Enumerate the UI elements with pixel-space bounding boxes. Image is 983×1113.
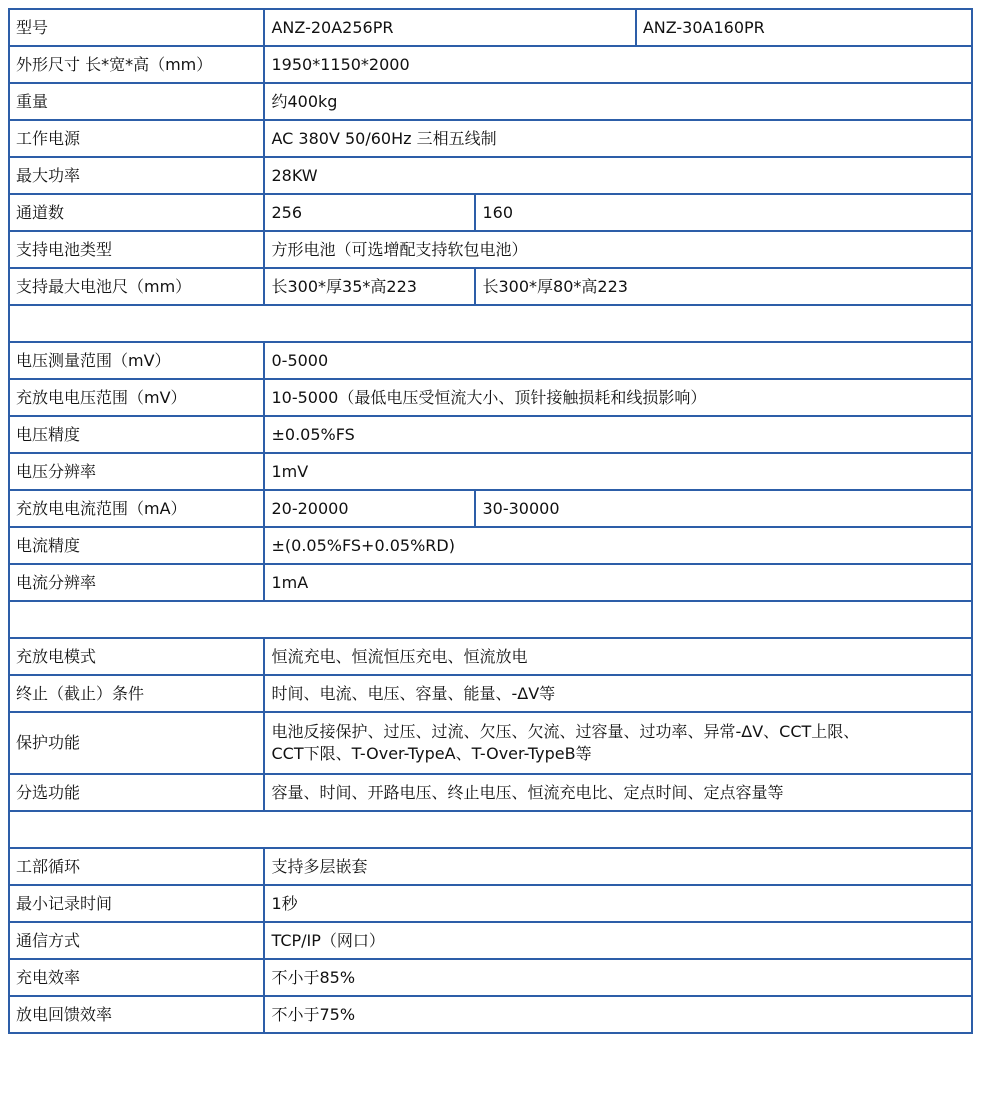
value-cutoff: 时间、电流、电压、容量、能量、-ΔV等 xyxy=(264,675,972,712)
value-protection-line1: 电池反接保护、过压、过流、欠压、欠流、过容量、过功率、异常-ΔV、CCT上限、 xyxy=(271,722,860,741)
row-channels xyxy=(9,194,972,231)
value-modes: 恒流充电、恒流恒压充电、恒流放电 xyxy=(264,638,972,675)
value-voltage-resolution: 1mV xyxy=(264,453,972,490)
value-model-a: ANZ-20A256PR xyxy=(264,9,635,46)
label-current-range: 充放电电流范围（mA） xyxy=(9,490,264,527)
row-step-loop xyxy=(9,848,972,885)
label-cutoff: 终止（截止）条件 xyxy=(9,675,264,712)
label-max-power: 最大功率 xyxy=(9,157,264,194)
value-channels-b: 160 xyxy=(475,194,972,231)
value-current-range-b: 30-30000 xyxy=(475,490,972,527)
row-sorting xyxy=(9,774,972,811)
value-current-accuracy: ±(0.05%FS+0.05%RD) xyxy=(264,527,972,564)
spec-table xyxy=(8,8,973,1034)
section-separator xyxy=(9,305,972,342)
separator-cell xyxy=(9,305,972,342)
row-comm xyxy=(9,922,972,959)
value-current-range-a: 20-20000 xyxy=(264,490,475,527)
label-voltage-range: 电压测量范围（mV） xyxy=(9,342,264,379)
value-max-power: 28KW xyxy=(264,157,972,194)
label-voltage-accuracy: 电压精度 xyxy=(9,416,264,453)
label-min-record: 最小记录时间 xyxy=(9,885,264,922)
row-voltage-range xyxy=(9,342,972,379)
value-weight: 约400kg xyxy=(264,83,972,120)
label-power-supply: 工作电源 xyxy=(9,120,264,157)
value-step-loop: 支持多层嵌套 xyxy=(264,848,972,885)
label-voltage-resolution: 电压分辨率 xyxy=(9,453,264,490)
value-max-battery-size-b: 长300*厚80*高223 xyxy=(475,268,972,305)
row-charge-voltage-range xyxy=(9,379,972,416)
section-separator xyxy=(9,811,972,848)
label-charge-voltage-range: 充放电电压范围（mV） xyxy=(9,379,264,416)
row-current-range xyxy=(9,490,972,527)
value-power-supply: AC 380V 50/60Hz 三相五线制 xyxy=(264,120,972,157)
value-current-resolution: 1mA xyxy=(264,564,972,601)
label-model: 型号 xyxy=(9,9,264,46)
row-cutoff xyxy=(9,675,972,712)
value-channels-a: 256 xyxy=(264,194,475,231)
row-charge-eff xyxy=(9,959,972,996)
label-protection: 保护功能 xyxy=(9,712,264,774)
section-separator xyxy=(9,601,972,638)
label-weight: 重量 xyxy=(9,83,264,120)
row-voltage-resolution xyxy=(9,453,972,490)
value-model-b: ANZ-30A160PR xyxy=(636,9,972,46)
label-channels: 通道数 xyxy=(9,194,264,231)
value-protection-line2: CCT下限、T-Over-TypeA、T-Over-TypeB等 xyxy=(271,744,592,763)
row-min-record xyxy=(9,885,972,922)
label-modes: 充放电模式 xyxy=(9,638,264,675)
row-protection xyxy=(9,712,972,774)
value-min-record: 1秒 xyxy=(264,885,972,922)
label-discharge-eff: 放电回馈效率 xyxy=(9,996,264,1033)
value-battery-type: 方形电池（可选增配支持软包电池） xyxy=(264,231,972,268)
row-max-power xyxy=(9,157,972,194)
label-current-accuracy: 电流精度 xyxy=(9,527,264,564)
row-current-resolution xyxy=(9,564,972,601)
value-voltage-range: 0-5000 xyxy=(264,342,972,379)
row-dimensions xyxy=(9,46,972,83)
value-charge-eff: 不小于85% xyxy=(264,959,972,996)
row-weight xyxy=(9,83,972,120)
row-battery-type xyxy=(9,231,972,268)
label-comm: 通信方式 xyxy=(9,922,264,959)
value-discharge-eff: 不小于75% xyxy=(264,996,972,1033)
label-battery-type: 支持电池类型 xyxy=(9,231,264,268)
row-model xyxy=(9,9,972,46)
value-max-battery-size-a: 长300*厚35*高223 xyxy=(264,268,475,305)
value-dimensions: 1950*1150*2000 xyxy=(264,46,972,83)
label-dimensions: 外形尺寸 长*宽*高（mm） xyxy=(9,46,264,83)
value-comm: TCP/IP（网口） xyxy=(264,922,972,959)
separator-cell xyxy=(9,811,972,848)
label-step-loop: 工部循环 xyxy=(9,848,264,885)
row-modes xyxy=(9,638,972,675)
row-current-accuracy xyxy=(9,527,972,564)
separator-cell xyxy=(9,601,972,638)
value-protection xyxy=(264,712,972,774)
label-max-battery-size: 支持最大电池尺（mm） xyxy=(9,268,264,305)
row-power-supply xyxy=(9,120,972,157)
label-charge-eff: 充电效率 xyxy=(9,959,264,996)
value-charge-voltage-range: 10-5000（最低电压受恒流大小、顶针接触损耗和线损影响） xyxy=(264,379,972,416)
row-max-battery-size xyxy=(9,268,972,305)
label-current-resolution: 电流分辨率 xyxy=(9,564,264,601)
value-sorting: 容量、时间、开路电压、终止电压、恒流充电比、定点时间、定点容量等 xyxy=(264,774,972,811)
label-sorting: 分选功能 xyxy=(9,774,264,811)
value-voltage-accuracy: ±0.05%FS xyxy=(264,416,972,453)
row-discharge-eff xyxy=(9,996,972,1033)
row-voltage-accuracy xyxy=(9,416,972,453)
